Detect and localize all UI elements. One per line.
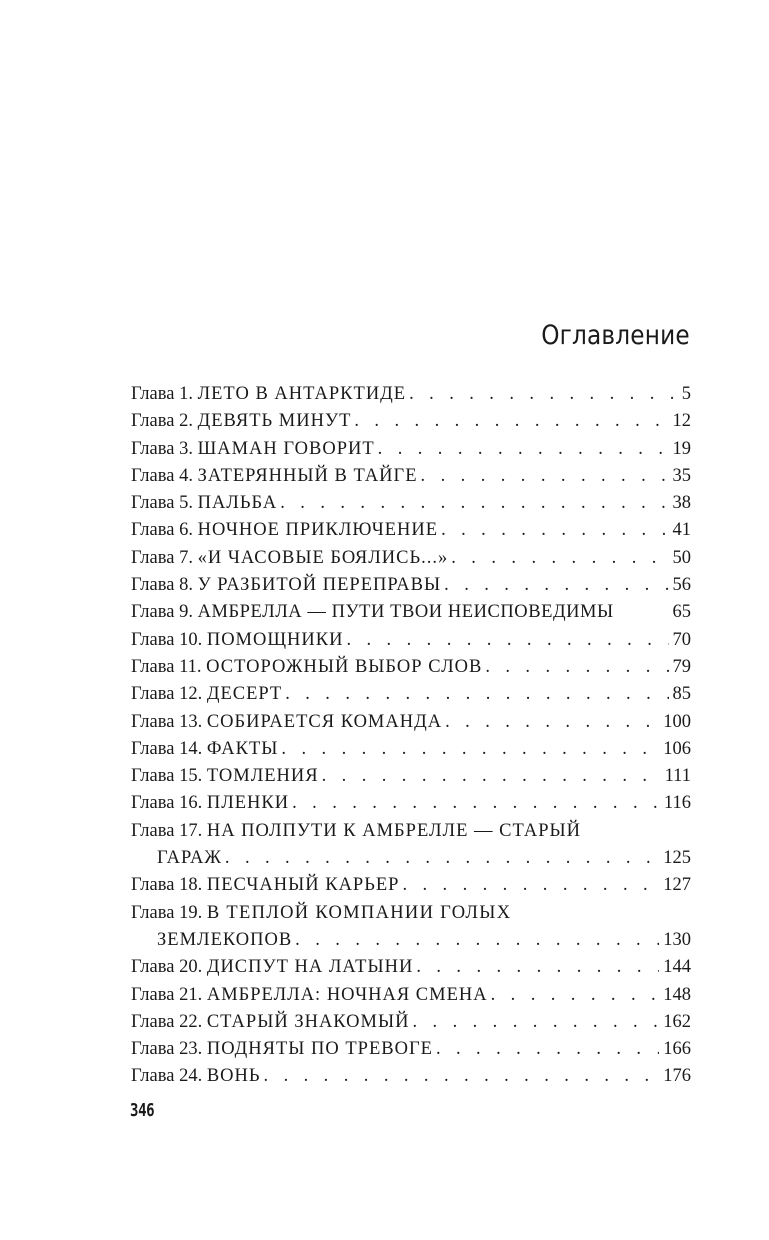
page-number: 144 xyxy=(663,957,691,978)
toc-entry xyxy=(131,654,691,681)
toc-title: Оглавление xyxy=(541,320,690,351)
dot-leader xyxy=(442,709,659,736)
toc-entry xyxy=(131,572,691,599)
chapter-title: У РАЗБИТОЙ ПЕРЕПРАВЫ xyxy=(197,575,442,596)
toc-entry xyxy=(131,763,691,790)
chapter-number: Глава 18. xyxy=(131,875,203,896)
chapter-number: Глава 14. xyxy=(131,738,203,759)
toc-entry xyxy=(131,408,691,435)
dot-leader xyxy=(289,790,660,817)
dot-leader xyxy=(488,982,660,1009)
dot-leader xyxy=(418,463,669,490)
dot-leader xyxy=(448,545,668,572)
page-number: 116 xyxy=(663,793,691,814)
chapter-number: Глава 16. xyxy=(131,793,203,814)
toc-entry xyxy=(131,982,691,1009)
dot-leader xyxy=(438,517,668,544)
chapter-title: ШАМАН ГОВОРИТ xyxy=(197,438,375,459)
chapter-number: Глава 19. xyxy=(131,902,203,923)
page-number: 162 xyxy=(663,1011,691,1032)
page-number: 79 xyxy=(672,656,691,677)
page-number: 19 xyxy=(672,438,691,459)
page-number: 125 xyxy=(663,848,691,869)
toc-entry xyxy=(131,1036,691,1063)
page-number: 166 xyxy=(663,1039,691,1060)
chapter-number: Глава 24. xyxy=(131,1066,203,1087)
page-number: 127 xyxy=(663,875,691,896)
chapter-title: НА ПОЛПУТИ К АМБРЕЛЛЕ — СТАРЫЙ xyxy=(206,820,582,841)
chapter-title: АМБРЕЛЛА: НОЧНАЯ СМЕНА xyxy=(206,984,488,1005)
chapter-title: ПЕСЧАНЫЙ КАРЬЕР xyxy=(206,875,400,896)
dot-leader xyxy=(399,872,659,899)
toc-entry xyxy=(131,790,691,817)
chapter-number: Глава 15. xyxy=(131,766,203,787)
page-number: 111 xyxy=(664,766,691,787)
page-number: 38 xyxy=(672,493,691,514)
chapter-title: В ТЕПЛОЙ КОМПАНИИ ГОЛЫХ xyxy=(206,902,512,923)
toc-entry xyxy=(131,545,691,572)
chapter-title-continued: ЗЕМЛЕКОПОВ xyxy=(157,929,293,950)
chapter-title: ФАКТЫ xyxy=(206,738,279,759)
chapter-number: Глава 13. xyxy=(131,711,203,732)
page-number: 70 xyxy=(672,629,691,650)
chapter-number: Глава 9. xyxy=(131,602,193,623)
dot-leader xyxy=(413,954,659,981)
page-number: 56 xyxy=(672,575,691,596)
toc-entry xyxy=(131,900,691,955)
page-number: 41 xyxy=(672,520,691,541)
chapter-title: ВОНЬ xyxy=(206,1066,261,1087)
chapter-number: Глава 20. xyxy=(131,957,203,978)
chapter-title: СОБИРАЕТСЯ КОМАНДА xyxy=(206,711,443,732)
chapter-title: ПАЛЬБА xyxy=(197,493,278,514)
dot-leader xyxy=(292,927,659,954)
chapter-number: Глава 21. xyxy=(131,984,203,1005)
dot-leader xyxy=(222,845,659,872)
dot-leader xyxy=(282,681,668,708)
toc-entry xyxy=(131,736,691,763)
chapter-number: Глава 2. xyxy=(131,411,193,432)
chapter-title-continued: ГАРАЖ xyxy=(157,848,222,869)
toc-entry xyxy=(131,1009,691,1036)
toc-entry xyxy=(131,599,691,626)
chapter-number: Глава 8. xyxy=(131,575,193,596)
toc-entry xyxy=(131,381,691,408)
page-number: 35 xyxy=(672,465,691,486)
dot-leader xyxy=(277,490,668,517)
toc-entry xyxy=(131,517,691,544)
dot-leader xyxy=(343,627,668,654)
toc-entry xyxy=(131,954,691,981)
chapter-title: ЗАТЕРЯННЫЙ В ТАЙГЕ xyxy=(197,465,418,486)
page-number: 5 xyxy=(681,384,691,404)
chapter-number: Глава 3. xyxy=(131,438,193,459)
page-number: 106 xyxy=(663,738,691,759)
page-number: 130 xyxy=(663,929,691,950)
page-number: 176 xyxy=(663,1066,691,1087)
chapter-title: ЛЕТО В АНТАРКТИДЕ xyxy=(197,384,407,404)
toc-entry xyxy=(131,627,691,654)
page-number: 50 xyxy=(672,547,691,568)
dot-leader xyxy=(482,654,668,681)
dot-leader xyxy=(409,1009,659,1036)
page-number: 12 xyxy=(672,411,691,432)
page-number: 85 xyxy=(672,684,691,705)
chapter-number: Глава 22. xyxy=(131,1011,203,1032)
chapter-title: ПЛЕНКИ xyxy=(206,793,290,814)
chapter-title: НОЧНОЕ ПРИКЛЮЧЕНИЕ xyxy=(197,520,439,541)
chapter-number: Глава 17. xyxy=(131,820,203,841)
dot-leader xyxy=(406,381,678,408)
toc-entry xyxy=(131,436,691,463)
dot-leader xyxy=(351,408,668,435)
chapter-number: Глава 7. xyxy=(131,547,193,568)
chapter-number: Глава 11. xyxy=(131,656,202,677)
chapter-title: СТАРЫЙ ЗНАКОМЫЙ xyxy=(206,1011,410,1032)
chapter-number: Глава 23. xyxy=(131,1039,203,1060)
chapter-number: Глава 5. xyxy=(131,493,193,514)
toc-entry xyxy=(131,709,691,736)
chapter-title: ПОДНЯТЫ ПО ТРЕВОГЕ xyxy=(206,1039,433,1060)
page-number: 65 xyxy=(672,602,691,623)
toc-entry xyxy=(131,463,691,490)
chapter-title: АМБРЕЛЛА — ПУТИ ТВОИ НЕИСПОВЕДИМЫ xyxy=(197,602,614,623)
toc-entry xyxy=(131,681,691,708)
chapter-title: ДЕВЯТЬ МИНУТ xyxy=(197,411,352,432)
dot-leader xyxy=(261,1063,660,1090)
toc-entry xyxy=(131,872,691,899)
chapter-title: ОСТОРОЖНЫЙ ВЫБОР СЛОВ xyxy=(206,656,483,677)
chapter-title: ДЕСЕРТ xyxy=(206,684,283,705)
chapter-title: «И ЧАСОВЫЕ БОЯЛИСЬ...» xyxy=(197,547,449,568)
chapter-title: ДИСПУТ НА ЛАТЫНИ xyxy=(206,957,414,978)
page-folio: 346 xyxy=(130,1100,155,1121)
toc-entry xyxy=(131,818,691,873)
dot-leader xyxy=(441,572,668,599)
dot-leader xyxy=(278,736,659,763)
dot-leader xyxy=(319,763,661,790)
chapter-number: Глава 6. xyxy=(131,520,193,541)
page-number: 148 xyxy=(663,984,691,1005)
chapter-number: Глава 10. xyxy=(131,629,203,650)
dot-leader xyxy=(375,436,669,463)
chapter-number: Глава 12. xyxy=(131,684,203,705)
chapter-title: ПОМОЩНИКИ xyxy=(206,629,344,650)
table-of-contents xyxy=(131,381,691,1091)
page-number: 100 xyxy=(663,711,691,732)
toc-entry xyxy=(131,490,691,517)
dot-leader xyxy=(433,1036,659,1063)
chapter-number: Глава 4. xyxy=(131,465,193,486)
chapter-number: Глава 1. xyxy=(131,384,193,404)
chapter-title: ТОМЛЕНИЯ xyxy=(206,766,319,787)
toc-entry xyxy=(131,1063,691,1090)
